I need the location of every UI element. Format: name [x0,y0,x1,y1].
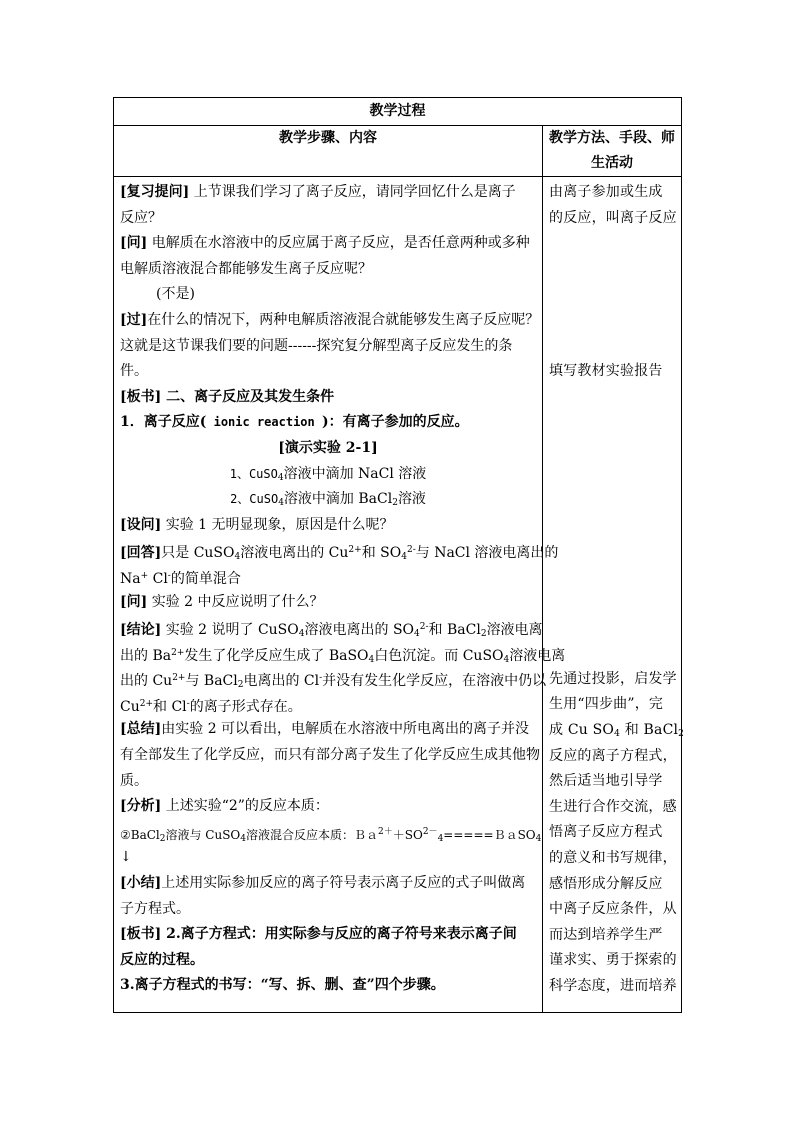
text: Cu [120,698,140,715]
text: 溶液电离出的 Cu [240,545,349,562]
setting-question-text: 实验 1 无明显现象，原因是什么呢？ [161,516,394,533]
review-question-line [120,180,536,206]
text-line: 有全部发生了化学反应，而只有部分离子发生了化学反应生成其他物 [120,747,540,764]
definition-part: 1．离子反应( [120,414,207,431]
text: 与 BaCl [185,673,238,690]
text-line: 电解质溶液混合都能够发生离子反应呢？ [120,260,372,277]
superscript: 2+ [172,673,186,684]
text-line: 反应？ [120,209,162,226]
text: 溶液中滴加 NaCl 溶液 [283,465,427,482]
precipitate-arrow: ↓ [120,849,132,866]
subscript: 4 [298,629,305,640]
summary-text: 由实验 2 可以看出，电解质在水溶液中所电离出的离子并没 [161,721,530,738]
text: =====ＢａSO [443,827,536,842]
superscript: 2+ [348,545,362,556]
superscript: + [140,570,149,581]
subscript: 4 [234,552,241,563]
question-tag: [问] [120,593,148,610]
method-line: 由离子参加或生成 [549,184,663,200]
text: 溶液 [397,491,426,508]
column-header-methods-line1: 教学方法、手段、师 [549,130,675,146]
board-line: 3.离子方程式的书写：“写、拆、删、查”四个步骤。 [120,977,445,994]
ionic-equation-line [120,820,542,846]
question-line [120,590,536,616]
text: 和 BaCl [428,622,481,639]
conclusion-line [120,615,543,641]
superscript: 2－ [422,826,438,837]
text-line [120,641,566,667]
subscript: 4 [368,654,375,665]
teaching-process-table [113,97,685,1013]
demo-experiment-title: [演示实验 2-1] [278,439,378,456]
text-line [120,564,536,590]
text: 和 SO [361,545,402,562]
teaching-steps-content [114,177,566,1013]
review-question-tag: [复习提问] [120,184,190,200]
brief-summary-text: 上述用实际参加反应的离子符号表示离子反应的式子叫做离 [161,875,526,892]
answer-tag: [回答] [120,545,162,562]
text: 只是 CuSO [161,545,235,562]
subscript: 4 [414,629,420,640]
question-line [120,231,536,257]
transition-text: 在什么的情况下，两种电解质溶液混合就能够发生离子反应呢？ [147,311,540,328]
setting-question-line [120,513,536,539]
method-line: 生进行合作交流，感 [549,798,677,815]
formula: 2、CuSO [230,492,279,507]
text: 和 Cl [153,698,187,715]
text-line: 这就是这节课我们要的问题------探究复分解型离子反应发生的条 [120,337,513,354]
text: 与 NaCl 溶液电离出的 [415,545,559,562]
experiment-1 [120,462,536,488]
method-line: 科学态度，进而培养 [549,977,677,994]
subscript: 4 [401,552,407,563]
analysis-text: 上述实验“2”的反应本质： [161,798,329,815]
lesson-sheet [113,97,685,1013]
conclusion-tag: [结论] [120,622,162,639]
summary-tag: [总结] [120,721,162,738]
method-line: 中离子反应条件，从 [549,901,677,918]
subscript: 2 [159,833,166,844]
board-heading: [板书] 二、离子反应及其发生条件 [120,388,335,405]
method-line: 先通过投影，启发学 [549,670,677,687]
summary-line [120,717,536,743]
method-line: 生用“四步曲”，完 [549,696,664,713]
subscript: 4 [503,654,510,665]
answer-line: (不是) [156,286,195,303]
superscript: 2+ [171,647,185,658]
text: ②BaCl [120,827,160,842]
experiment-2 [120,487,536,513]
subscript: 4 [535,833,542,844]
text: 和 BaCl [620,721,679,738]
text: Cl [148,570,168,587]
transition-tag: [过] [120,311,148,328]
column-header-steps: 教学步骤、内容 [114,126,543,177]
text: 实验 2 说明了 CuSO [161,622,299,639]
text: 并没有发生化学反应，在溶液中仍以 [322,673,547,690]
text: 溶液电离 [486,622,543,639]
text: 成 Cu SO [549,721,615,738]
subscript: 4 [240,833,247,844]
subscript: 4 [277,472,284,483]
superscript: - [186,698,190,709]
formula: 1、CuSO [229,466,278,481]
text: 溶液电离出的 SO [304,622,415,639]
brief-summary-tag: [小结] [120,875,162,892]
text: 的离子形式存在。 [189,698,302,715]
subscript: 2 [678,728,685,739]
superscript: - [319,673,323,684]
text: 溶液中滴加 BaCl [283,491,393,508]
setting-question-tag: [设问] [120,516,162,533]
method-line: 反应的离子方程式， [549,747,677,764]
text: 溶液与 CuSO [165,827,241,842]
method-line: 填写教材实验报告 [549,363,663,380]
superscript: 2+ [139,698,154,709]
column-header-methods-line2: 生活动 [591,155,633,171]
text-line: 质。 [120,772,148,789]
method-line: 谨求实、勇于探索的 [549,952,677,969]
question-text: 实验 2 中反应说明了什么？ [147,593,324,610]
question-tag: [问] [120,235,148,252]
method-line: 悟离子反应方程式 [549,824,663,841]
brief-summary-line [120,871,536,897]
text-line [120,666,547,692]
text: 发生了化学反应生成了 BaSO [184,647,369,664]
definition-english: ionic reaction [206,415,322,430]
text: 电离出的 Cl [243,673,320,690]
analysis-tag: [分析] [120,798,162,815]
definition-line [120,410,536,436]
board-line: 反应的过程。 [120,951,204,968]
text-line: 件。 [120,363,148,380]
teaching-methods-content [543,177,685,1013]
board-line: [板书] 2.离子方程式：用实际参与反应的离子符号来表示离子间 [120,926,517,943]
method-line [549,718,685,744]
question-text: 电解质在水溶液中的反应属于离子反应，是否任意两种或多种 [147,235,530,252]
text: 的简单混合 [170,570,241,587]
text: ＋SO [392,827,423,842]
definition-part: )：有离子参加的反应。 [321,414,469,431]
method-line: 的意义和书写规律， [549,849,677,866]
subscript: 4 [278,498,284,509]
superscript: - [167,570,171,581]
text: Na [120,570,141,587]
text-line [120,692,536,718]
method-line: 感悟形成分解反应 [549,875,663,892]
analysis-line [120,794,536,820]
text-line: 子方程式。 [120,900,190,917]
text: 溶液混合反应本质：Ｂａ [246,827,379,842]
subscript: 4 [437,833,444,844]
subscript: 2 [237,680,244,691]
superscript: 2＋ [378,826,393,837]
text: 白色沉淀。而 CuSO [374,647,504,664]
method-line: 而达到培养学生严 [549,926,663,943]
answer-line [120,538,559,564]
superscript: 2- [406,545,416,556]
text: 溶液电离 [509,647,566,664]
subscript: 2 [480,629,487,640]
column-header-methods [543,126,682,177]
method-line: 然后适当地引导学 [549,773,663,790]
transition-line [120,308,540,334]
text: 出的 Cu [120,673,173,690]
review-question-text: 上节课我们学习了离子反应，请同学回忆什么是离子 [189,184,516,200]
table-title: 教学过程 [114,98,682,126]
subscript: 4 [614,728,621,739]
subscript: 2 [392,498,398,509]
text: 出的 Ba [120,647,172,664]
superscript: 2- [419,622,429,633]
method-line: 的反应，叫离子反应 [549,209,677,226]
